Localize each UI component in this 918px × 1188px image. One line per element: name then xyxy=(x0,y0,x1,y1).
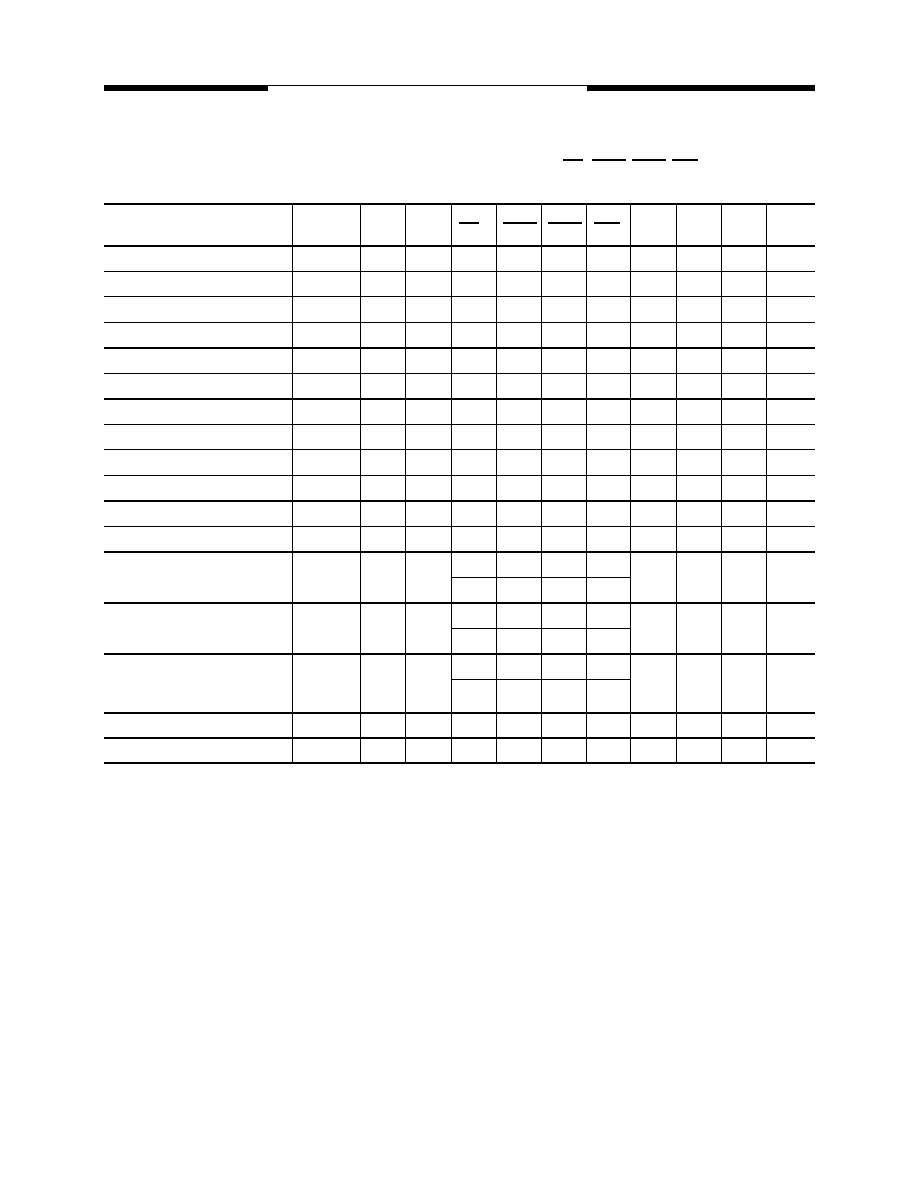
table-row-line xyxy=(104,737,815,739)
data-table xyxy=(104,203,815,763)
table-column-line xyxy=(541,203,542,762)
table-row-line xyxy=(104,373,815,374)
header-overbar xyxy=(503,222,537,224)
table-column-line xyxy=(496,203,497,762)
table-column-line xyxy=(586,203,587,762)
title-overbar-4 xyxy=(672,159,698,161)
table-row-line xyxy=(104,500,815,502)
table-row-line xyxy=(104,245,815,247)
table-row-line xyxy=(104,551,815,553)
table-row-line xyxy=(104,203,815,205)
table-row-line xyxy=(104,449,815,450)
table-row-line xyxy=(104,712,815,714)
header-rule-right xyxy=(587,85,815,91)
title-overbar-3 xyxy=(632,159,666,161)
table-row-line xyxy=(104,398,815,400)
table-row-line xyxy=(104,271,815,272)
table-row-line xyxy=(104,424,815,425)
table-row-line xyxy=(104,322,815,323)
table-column-line xyxy=(292,203,293,762)
table-row-line xyxy=(104,762,815,764)
header-overbar xyxy=(459,222,479,224)
table-column-line xyxy=(451,203,452,762)
title-overbar-2 xyxy=(592,159,626,161)
table-column-line xyxy=(405,203,406,762)
table-row-line xyxy=(104,475,815,476)
header-rule-left xyxy=(104,85,268,91)
table-column-line xyxy=(676,203,677,762)
table-column-line xyxy=(630,203,631,762)
header-overbar xyxy=(594,222,620,224)
table-row-line xyxy=(104,653,815,655)
table-row-line xyxy=(104,347,815,349)
table-row-line xyxy=(104,526,815,527)
title-overbar-1 xyxy=(563,159,583,161)
table-column-line xyxy=(766,203,767,762)
table-row-line xyxy=(104,602,815,604)
table-column-line xyxy=(360,203,361,762)
table-row-line xyxy=(104,296,815,297)
header-overbar xyxy=(548,222,582,224)
header-rule-center xyxy=(268,85,587,86)
table-column-line xyxy=(721,203,722,762)
